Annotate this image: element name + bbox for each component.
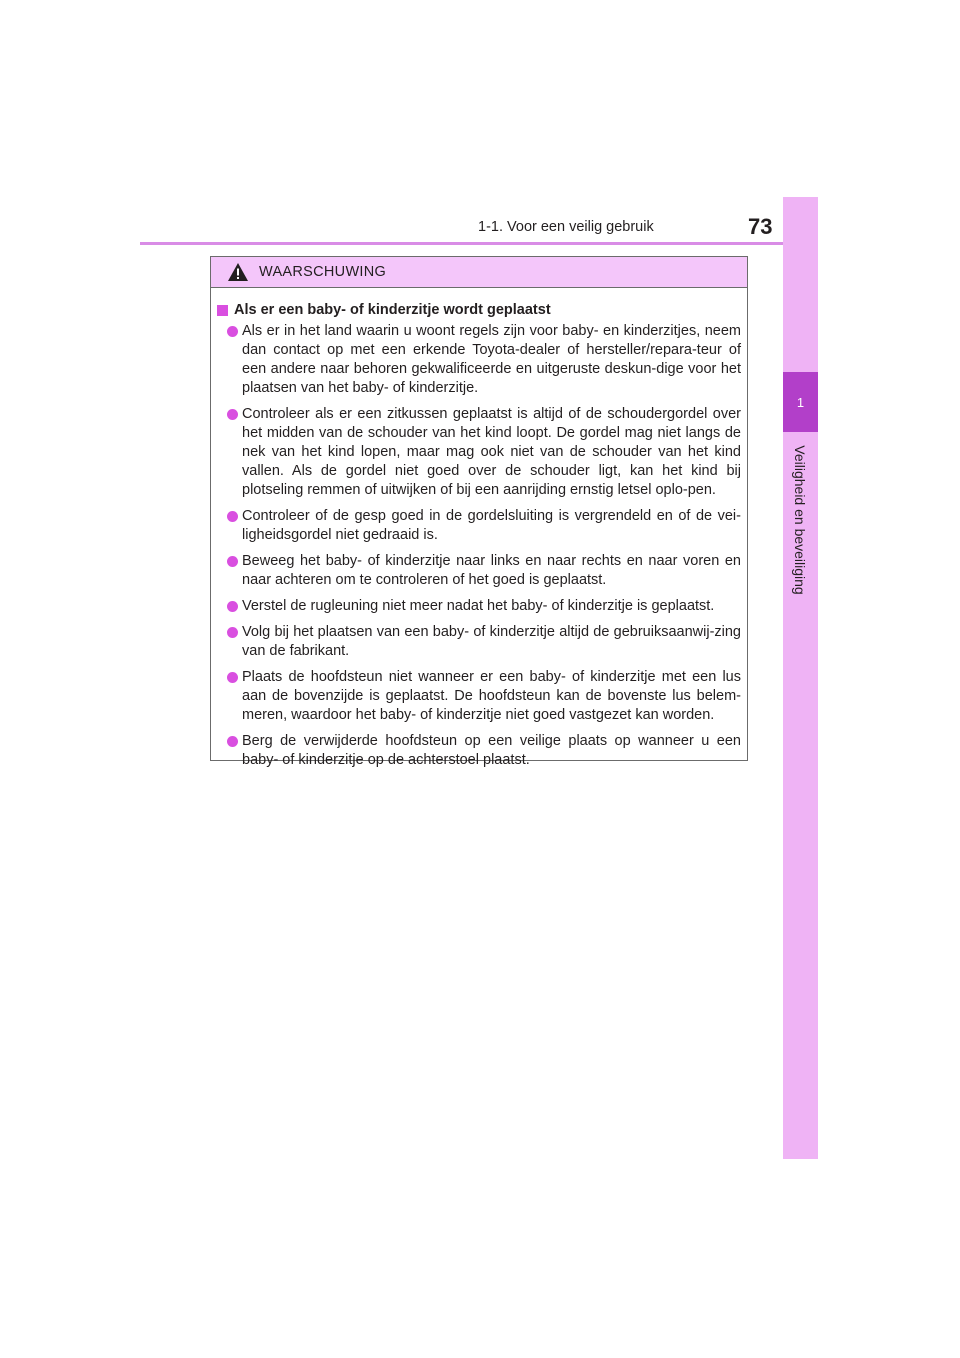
chapter-title: Veiligheid en beveiliging xyxy=(792,445,808,595)
list-item xyxy=(211,552,747,590)
list-item xyxy=(211,405,747,500)
warning-bullet-list xyxy=(211,322,747,770)
list-item-text: Beweeg het baby- of kinderzitje naar links en naar rechts en naar voren en naar achteren om te controleren of het goed is geplaatst. xyxy=(242,553,741,588)
circle-bullet-icon xyxy=(227,601,238,612)
circle-bullet-icon xyxy=(227,511,238,522)
section-heading xyxy=(217,302,747,318)
page-number: 73 xyxy=(748,214,773,239)
list-item-text: Als er in het land waarin u woont regels zijn voor baby- en kinderzitjes, neem dan contact op met een erkende Toyota-dealer of hersteller/repara-teur of een andere naar behoren gekwalificeerde en uitgeruste deskun-dige voor het plaatsen van het baby- of kinderzitje. xyxy=(242,323,741,396)
chapter-number-tab xyxy=(783,372,818,432)
list-item xyxy=(211,732,747,770)
circle-bullet-icon xyxy=(227,627,238,638)
list-item-text: Volg bij het plaatsen van een baby- of kinderzitje altijd de gebruiksaanwij-zing van de fabrikant. xyxy=(242,624,741,659)
list-item xyxy=(211,322,747,398)
circle-bullet-icon xyxy=(227,326,238,337)
list-item xyxy=(211,623,747,661)
circle-bullet-icon xyxy=(227,409,238,420)
list-item-text: Berg de verwijderde hoofdsteun op een veilige plaats op wanneer u een baby- of kinderzitje op de achterstoel plaatst. xyxy=(242,733,741,768)
header-divider xyxy=(140,242,818,245)
warning-title: WAARSCHUWING xyxy=(259,264,387,280)
warning-box xyxy=(210,256,748,768)
list-item-text: Controleer als er een zitkussen geplaatst is altijd of de schoudergordel over het midden van de schouder van het kind loopt. De gordel mag niet langs de nek van het kind lopen, maar mag ook niet van de schouder van het kind vallen. Als de gordel niet goed over de schouder ligt, kan het kind bij plotseling remmen of uitwijken of bij een aanrijding ernstig letsel oplo-pen. xyxy=(242,406,741,498)
list-item-text: Controleer of de gesp goed in de gordelsluiting is vergrendeld en of de vei-ligheidsgordel niet gedraaid is. xyxy=(242,508,741,543)
warning-triangle-icon xyxy=(227,262,249,282)
warning-header xyxy=(211,257,747,288)
list-item xyxy=(211,597,747,616)
list-item xyxy=(211,668,747,725)
section-heading-text: Als er een baby- of kinderzitje wordt geplaatst xyxy=(234,302,551,318)
chapter-number: 1 xyxy=(796,394,805,410)
running-header-section: 1-1. Voor een veilig gebruik xyxy=(478,219,654,235)
square-bullet-icon xyxy=(217,305,228,316)
circle-bullet-icon xyxy=(227,556,238,567)
list-item-text: Verstel de rugleuning niet meer nadat het baby- of kinderzitje is geplaatst. xyxy=(242,598,715,614)
circle-bullet-icon xyxy=(227,736,238,747)
list-item-text: Plaats de hoofdsteun niet wanneer er een baby- of kinderzitje met een lus aan de bovenzijde is geplaatst. De hoofdsteun kan de bovenste lus belem-meren, waardoor het baby- of kinderzitje niet goed vastgezet kan worden. xyxy=(242,669,741,723)
list-item xyxy=(211,507,747,545)
circle-bullet-icon xyxy=(227,672,238,683)
chapter-side-tab xyxy=(783,197,818,1159)
